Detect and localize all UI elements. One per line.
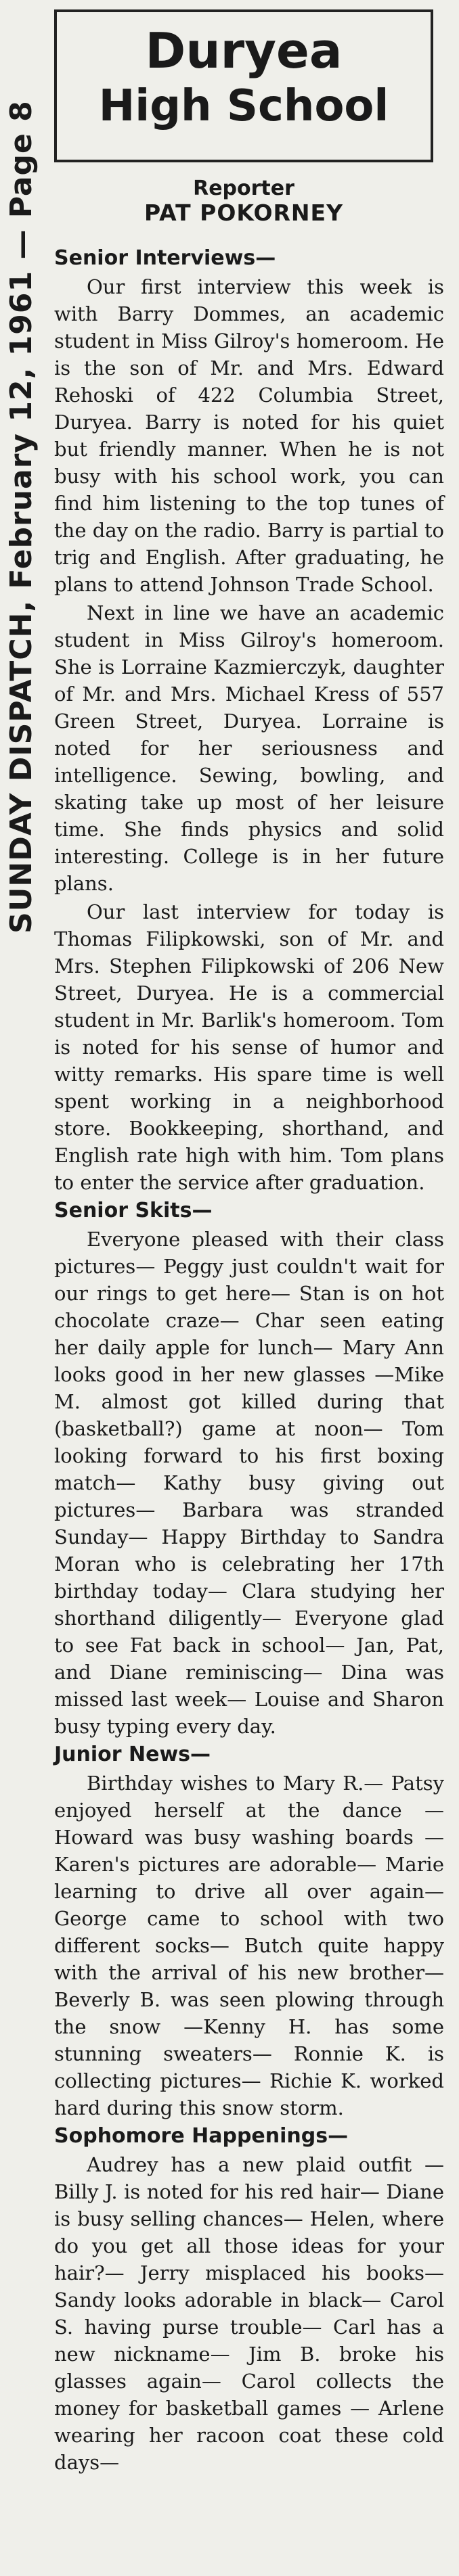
section-junior-news xyxy=(54,1741,444,2121)
section-senior-interviews xyxy=(54,245,444,1196)
section-heading: Sophomore Happenings— xyxy=(54,2124,349,2148)
paragraph: Birthday wishes to Mary R.— Patsy enjoyed herself at the dance — Howard was busy washing boards — Karen's pictures are adorable— Marie learning to drive all over again— George came to school with two different socks— Butch quite happy with the arrival of his new brother— Beverly B. was seen plowing through the snow —Kenny H. has some stunning sweaters— Ronnie K. is collecting pictures— Richie K. worked hard during this snow storm. xyxy=(54,1772,444,2119)
paragraph: Our last interview for today is Thomas Filipkowski, son of Mr. and Mrs. Stephen Filipkowski of 206 New Street, Duryea. He is a commercial student in Mr. Barlik's homeroom. Tom is noted for his sense of humor and witty remarks. His spare time is well spent working in a neighborhood store. Bookkeeping, shorthand, and English rate high with him. Tom plans to enter the service after graduation. xyxy=(54,900,444,1194)
masthead-town: Duryea xyxy=(145,22,343,79)
section-heading: Senior Interviews— xyxy=(54,246,276,270)
masthead-school: High School xyxy=(98,81,389,131)
section-sophomore-happenings xyxy=(54,2123,444,2476)
paragraph: Audrey has a new plaid outfit —Billy J. is noted for his red hair— Diane is busy selling chances— Helen, where do you get all those ideas for your hair?— Jerry misplaced his books— Sandy looks adorable in black— Carol S. having purse trouble— Carl has a new nickname— Jim B. broke his glasses again— Carol collects the money for basketball games — Arlene wearing her racoon coat these cold days— xyxy=(54,2153,444,2474)
section-heading: Junior News— xyxy=(54,1743,211,1766)
paragraph: Everyone pleased with their class pictures— Peggy just couldn't wait for our rings to get here— Stan is on hot chocolate craze— Char seen eating her daily apple for lunch— Mary Ann looks good in her new glasses —Mike M. almost got killed during that (basketball?) game at noon— Tom looking forward to his first boxing match— Kathy busy giving out pictures— Barbara was stranded Sunday— Happy Birthday to Sandra Moran who is celebrating her 17th birthday today— Clara studying her shorthand diligently— Everyone glad to see Fat back in school— Jan, Pat, and Diane reminiscing— Dina was missed last week— Louise and Sharon busy typing every day. xyxy=(54,1228,444,1738)
reporter-byline xyxy=(54,177,433,226)
section-senior-skits xyxy=(54,1197,444,1740)
reporter-label: Reporter xyxy=(193,177,294,200)
paragraph: Next in line we have an academic student in Miss Gilroy's homeroom. She is Lorraine Kazmierczyk, daughter of Mr. and Mrs. Michael Kress of 557 Green Street, Duryea. Lorraine is noted for her seriousness and intelligence. Sewing, bowling, and skating take up most of her leisure time. She finds physics and solid interesting. College is in her future plans. xyxy=(54,601,444,895)
article-body xyxy=(54,244,444,2477)
column-masthead xyxy=(54,9,433,162)
dateline xyxy=(3,0,51,947)
section-heading: Senior Skits— xyxy=(54,1199,213,1222)
paragraph: Our first interview this week is with Barry Dommes, an academic student in Miss Gilroy's homeroom. He is the son of Mr. and Mrs. Edward Rehoski of 422 Columbia Street, Duryea. Barry is noted for his quiet but friendly manner. When he is not busy with his school work, you can find him listening to the top tunes of the day on the radio. Barry is partial to trig and English. After graduating, he plans to attend Johnson Trade School. xyxy=(54,275,444,596)
reporter-name: PAT POKORNEY xyxy=(144,200,343,226)
dateline-text: SUNDAY DISPATCH, February 12, 1961 — Page 8 xyxy=(4,100,39,934)
